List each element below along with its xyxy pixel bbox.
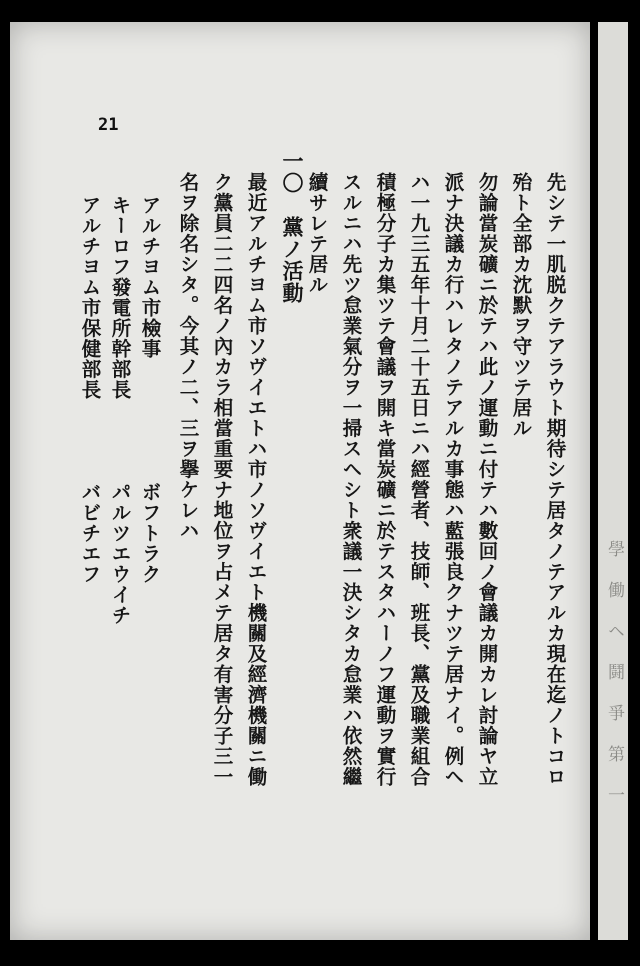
adjacent-page-text: 學 働 ヘ 鬪 爭 第 一 [604,540,624,805]
text-column-1: 先シテ一肌脱クテアラウト期待シテ居タノテアルカ現在迄ノトコロ [543,172,567,787]
list-item-3: アルチヨム市保健部長 バビチエフ [78,195,102,585]
page-number: 21 [98,115,119,135]
text-column-8: 續サレテ居ル [305,172,329,295]
text-column-7: スルニハ先ツ怠業氣分ヲ一掃スヘシト衆議一決シタカ怠業ハ依然繼 [339,172,363,787]
text-column-2: 殆ト全部カ沈默ヲ守ツテ居ル [509,172,533,439]
text-column-9: 最近アルチヨム市ソヴイエトハ市ノソヴイエト機關及經濟機關ニ働 [244,172,268,787]
list-item-1: アルチヨム市檢事 ボフトラク [138,195,162,585]
text-column-10: ク黨員二二四名ノ內カラ相當重要ナ地位ヲ占メテ居タ有害分子三一 [210,172,234,787]
text-column-4: 派ナ決議カ行ハレタノテアルカ事態ハ藍張良クナツテ居ナイ。例ヘ [441,172,465,787]
text-column-6: 積極分子カ集ツテ會議ヲ開キ當炭礦ニ於テスタハーノフ運動ヲ實行 [373,172,397,787]
text-column-3: 勿論當炭礦ニ於テハ此ノ運動ニ付テハ數回ノ會議カ開カレ討論ヤ立 [475,172,499,787]
text-column-5: ハ一九三五年十月二十五日ニハ經營者、技師、班長、黨及職業組合 [407,172,431,787]
text-column-11: 名ヲ除名シタ。今其ノ二、三ヲ擧ケレハ [176,172,200,541]
list-item-2: キーロフ發電所幹部長 パルツエウイチ [108,195,132,626]
section-heading: 一〇 黨ノ活動 [280,150,305,304]
